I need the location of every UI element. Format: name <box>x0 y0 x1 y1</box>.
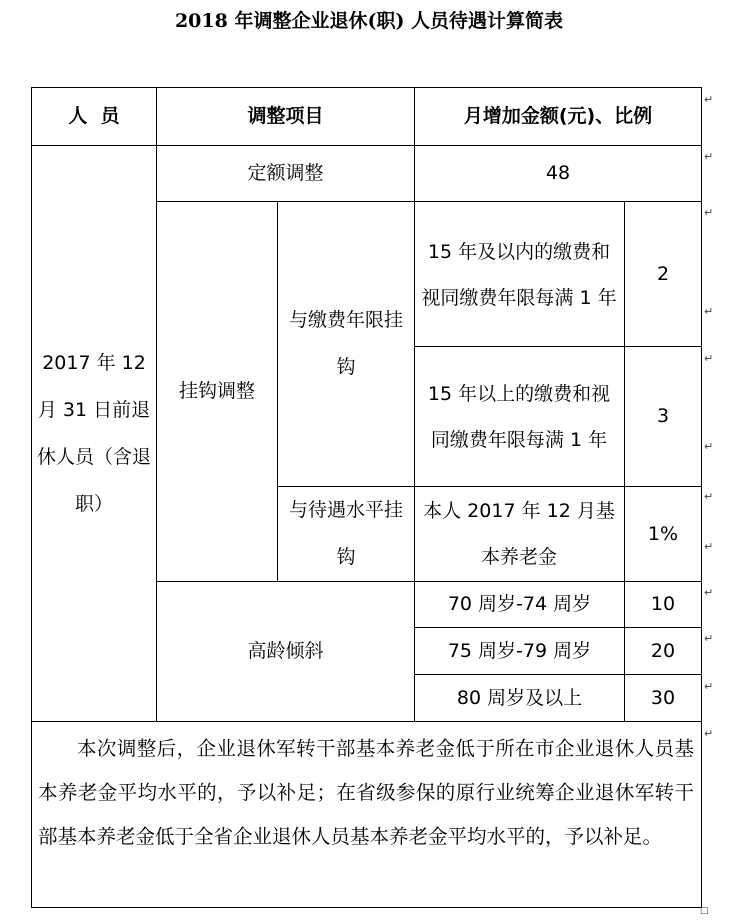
years-linked-label: 与缴费年限挂钩 <box>288 309 403 378</box>
level-linked-label: 与待遇水平挂钩 <box>288 499 403 568</box>
adjustment-note: 本次调整后，企业退休军转干部基本养老金低于所在市企业退休人员基本养老金平均水平的，予以补足；在省级参保的原行业统筹企业退休军转干部基本养老金低于全省企业退休人员基本养老金平均水平的，予以补足。 <box>38 737 694 848</box>
paragraph-mark: ↵ <box>704 727 714 740</box>
paragraph-mark: ↵ <box>704 540 714 553</box>
senior-row-2-value: 20 <box>650 639 676 662</box>
senior-row-1-cond: 70 周岁-74 周岁 <box>447 593 592 615</box>
paragraph-mark: ↵ <box>704 440 714 453</box>
paragraph-mark: ↵ <box>704 206 714 219</box>
years-row-2-cond: 15 年以上的缴费和视同缴费年限每满 1 年 <box>427 382 611 451</box>
level-linked-cond: 本人 2017 年 12 月基本养老金 <box>423 500 615 568</box>
page-title: 2018 年调整企业退休(职) 人员待遇计算简表 <box>174 10 564 32</box>
fixed-adjustment-value: 48 <box>545 162 571 184</box>
person-group-cell: 2017 年 12 月 31 日前退休人员（含退职） <box>36 351 151 515</box>
senior-label: 高龄倾斜 <box>247 640 324 662</box>
paragraph-mark: ↵ <box>704 680 714 693</box>
years-row-1-value: 2 <box>656 262 670 285</box>
senior-row-2-cond: 75 周岁-79 周岁 <box>447 639 592 662</box>
paragraph-mark: ↵ <box>704 93 714 106</box>
paragraph-mark: ↵ <box>704 352 714 365</box>
senior-row-1-value: 10 <box>650 593 676 615</box>
fixed-adjustment-label: 定额调整 <box>247 162 324 184</box>
years-row-1-cond: 15 年及以内的缴费和视同缴费年限每满 1 年 <box>421 241 617 309</box>
table-end-marker: □ <box>700 906 709 916</box>
header-person: 人 员 <box>68 105 120 127</box>
paragraph-mark: ↵ <box>704 632 714 645</box>
paragraph-mark: ↵ <box>704 490 714 503</box>
senior-row-3-cond: 80 周岁及以上 <box>456 686 583 709</box>
senior-row-3-value: 30 <box>650 686 676 709</box>
paragraph-mark: ↵ <box>704 150 714 163</box>
level-linked-value: 1% <box>647 522 679 545</box>
header-amount: 月增加金额(元)、比例 <box>463 105 653 127</box>
years-row-2-value: 3 <box>656 405 670 427</box>
paragraph-mark: ↵ <box>704 305 714 318</box>
linked-adjustment-label: 挂钩调整 <box>178 380 255 402</box>
header-item: 调整项目 <box>247 105 324 127</box>
paragraph-mark: ↵ <box>704 586 714 599</box>
